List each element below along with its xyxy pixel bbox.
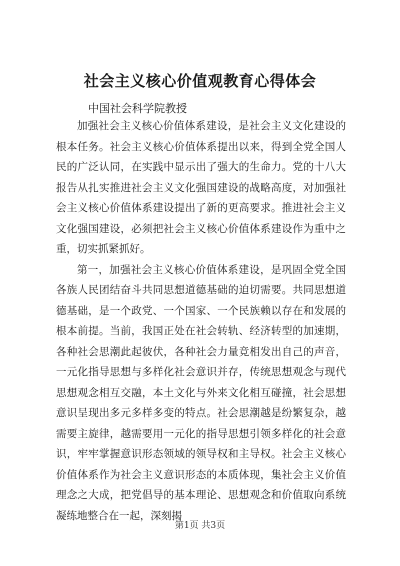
document-body — [56, 116, 346, 526]
paragraph: 第一，加强社会主义核心价值体系建设，是巩固全党全国各族人民团结奋斗共同思想道德基础的迫切需要。共同思想道德基础，是一个政党、一个国家、一个民族赖以存在和发展的根本前提。当前，我国正处在社会转轨、经济转型的加速期，各种社会思潮此起彼伏，各种社会力量竞相发出自己的声音，一元化指导思想与多样化社会意识并存，传统思想观念与现代思想观念相互交融，本土文化与外来文化相互碰撞，社会思想意识呈现出多元多样多变的特点。社会思潮越是纷繁复杂，越需要主旋律，越需要用一元化的指导思想引领多样化的社会意识，牢牢掌握意识形态领域的领导权和主导权。社会主义核心价值体系作为社会主义意识形态的本质体现，集社会主义价值理念之大成，把党倡导的基本理论、思想观念和价值取向系统凝练地整合在一起，深刻揭 — [56, 263, 346, 522]
author-line: 中国社会科学院教授 — [88, 102, 187, 115]
document-title: 社会主义核心价值观教育心得体会 — [83, 72, 317, 90]
paragraph: 加强社会主义核心价值体系建设，是社会主义文化建设的根本任务。社会主义核心价值体系提出以来，得到全党全国人民的广泛认同，在实践中显示出了强大的生命力。党的十八大报告从扎实推进社会主义文化强国建设的战略高度，对加强社会主义核心价值体系建设提出了新的更高要求。推进社会主义文化强国建设，必须把社会主义核心价值体系建设作为重中之重，切实抓紧抓好。 — [56, 120, 346, 255]
page-number: 第1页 共3页 — [174, 521, 226, 531]
